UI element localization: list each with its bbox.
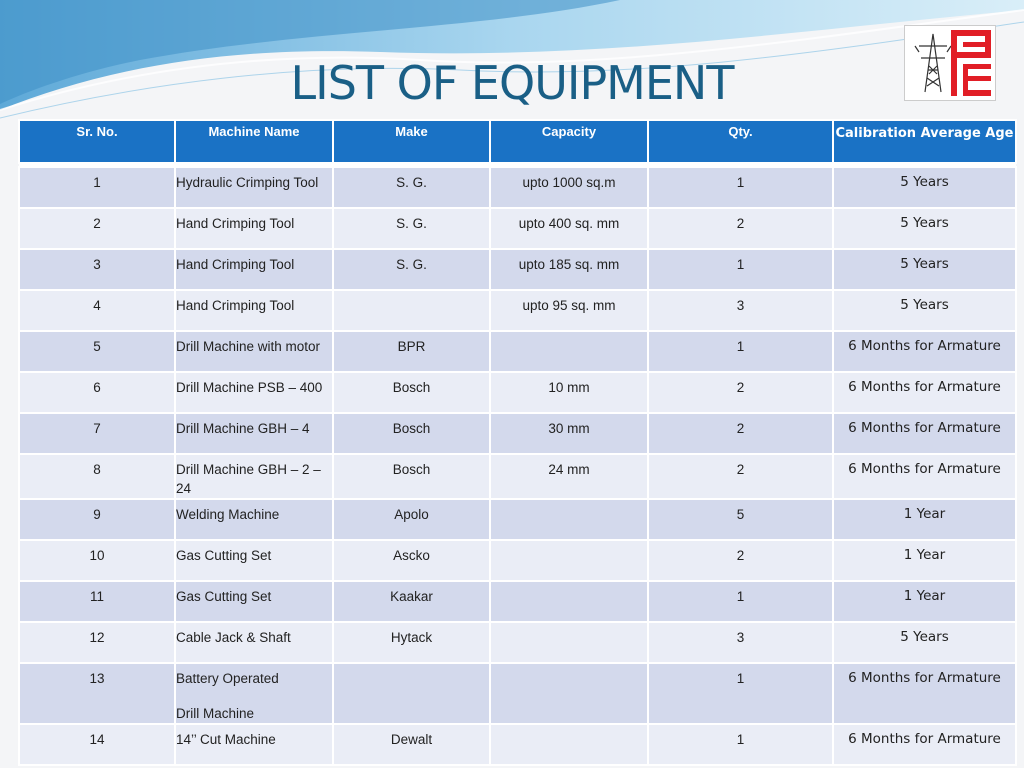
cell-machine-name: Drill Machine GBH – 4 — [175, 413, 333, 454]
cell-capacity — [490, 499, 648, 540]
table-row — [19, 290, 1016, 331]
cell-sr-no: 7 — [19, 413, 175, 454]
cell-calibration: 6 Months for Armature — [833, 372, 1016, 413]
cell-calibration: 6 Months for Armature — [833, 663, 1016, 724]
cell-machine-name: Drill Machine PSB – 400 — [175, 372, 333, 413]
table-row — [19, 663, 1016, 724]
cell-sr-no: 3 — [19, 249, 175, 290]
cell-qty: 2 — [648, 413, 833, 454]
cell-sr-no: 2 — [19, 208, 175, 249]
table-row — [19, 208, 1016, 249]
cell-capacity: upto 185 sq. mm — [490, 249, 648, 290]
cell-machine-name: 14’’ Cut Machine — [175, 724, 333, 765]
company-logo — [904, 25, 996, 101]
cell-machine-name: Gas Cutting Set — [175, 581, 333, 622]
cell-machine-name: Hand Crimping Tool — [175, 208, 333, 249]
cell-sr-no: 11 — [19, 581, 175, 622]
header-machine-name: Machine Name — [175, 120, 333, 163]
cell-calibration: 5 Years — [833, 622, 1016, 663]
cell-sr-no: 6 — [19, 372, 175, 413]
cell-make: Ascko — [333, 540, 490, 581]
machine-name-line2: Drill Machine — [176, 706, 255, 721]
cell-qty: 2 — [648, 372, 833, 413]
cell-sr-no: 9 — [19, 499, 175, 540]
table-header-row — [19, 120, 1016, 163]
cell-calibration: 5 Years — [833, 208, 1016, 249]
cell-sr-no: 1 — [19, 167, 175, 208]
cell-make: S. G. — [333, 167, 490, 208]
table-row — [19, 622, 1016, 663]
cell-qty: 3 — [648, 290, 833, 331]
cell-capacity: 30 mm — [490, 413, 648, 454]
cell-capacity: 10 mm — [490, 372, 648, 413]
cell-capacity — [490, 663, 648, 724]
cell-make: Apolo — [333, 499, 490, 540]
equipment-table — [18, 119, 1017, 766]
cell-sr-no: 14 — [19, 724, 175, 765]
cell-sr-no: 10 — [19, 540, 175, 581]
cell-make: Dewalt — [333, 724, 490, 765]
cell-make — [333, 290, 490, 331]
cell-qty: 1 — [648, 724, 833, 765]
cell-make: Hytack — [333, 622, 490, 663]
header-capacity: Capacity — [490, 120, 648, 163]
table-row — [19, 454, 1016, 499]
page-title: LIST OF EQUIPMENT — [290, 56, 734, 110]
cell-calibration: 6 Months for Armature — [833, 724, 1016, 765]
cell-make: Bosch — [333, 372, 490, 413]
cell-machine-name: Drill Machine with motor — [175, 331, 333, 372]
cell-machine-name: Hand Crimping Tool — [175, 290, 333, 331]
cell-sr-no: 8 — [19, 454, 175, 499]
cell-make — [333, 663, 490, 724]
cell-calibration: 6 Months for Armature — [833, 454, 1016, 499]
cell-qty: 2 — [648, 208, 833, 249]
cell-make: BPR — [333, 331, 490, 372]
cell-machine-name: Hydraulic Crimping Tool — [175, 167, 333, 208]
cell-sr-no: 4 — [19, 290, 175, 331]
cell-calibration: 1 Year — [833, 499, 1016, 540]
header-make: Make — [333, 120, 490, 163]
cell-capacity — [490, 581, 648, 622]
cell-qty: 1 — [648, 663, 833, 724]
cell-capacity — [490, 331, 648, 372]
cell-calibration: 5 Years — [833, 249, 1016, 290]
cell-capacity — [490, 622, 648, 663]
cell-calibration: 6 Months for Armature — [833, 331, 1016, 372]
table-row — [19, 540, 1016, 581]
cell-capacity: upto 400 sq. mm — [490, 208, 648, 249]
cell-capacity: 24 mm — [490, 454, 648, 499]
cell-qty: 3 — [648, 622, 833, 663]
cell-machine-name: Welding Machine — [175, 499, 333, 540]
cell-calibration: 6 Months for Armature — [833, 413, 1016, 454]
header-sr-no: Sr. No. — [19, 120, 175, 163]
cell-capacity: upto 1000 sq.m — [490, 167, 648, 208]
cell-calibration: 5 Years — [833, 167, 1016, 208]
table-row — [19, 331, 1016, 372]
cell-machine-name: Cable Jack & Shaft — [175, 622, 333, 663]
cell-capacity: upto 95 sq. mm — [490, 290, 648, 331]
cell-qty: 2 — [648, 540, 833, 581]
cell-make: S. G. — [333, 208, 490, 249]
cell-machine-name: Hand Crimping Tool — [175, 249, 333, 290]
cell-make: Bosch — [333, 454, 490, 499]
cell-capacity — [490, 724, 648, 765]
table-row — [19, 249, 1016, 290]
cell-calibration: 1 Year — [833, 581, 1016, 622]
cell-calibration: 5 Years — [833, 290, 1016, 331]
cell-machine-name: Drill Machine GBH – 2 – 24 — [175, 454, 333, 499]
cell-machine-name: Gas Cutting Set — [175, 540, 333, 581]
header-qty: Qty. — [648, 120, 833, 163]
table-row — [19, 372, 1016, 413]
cell-qty: 2 — [648, 454, 833, 499]
table-row — [19, 499, 1016, 540]
cell-capacity — [490, 540, 648, 581]
table-row — [19, 724, 1016, 765]
cell-sr-no: 5 — [19, 331, 175, 372]
cell-calibration: 1 Year — [833, 540, 1016, 581]
machine-name-line1: Battery Operated — [176, 671, 279, 686]
table-row — [19, 167, 1016, 208]
cell-qty: 1 — [648, 167, 833, 208]
cell-make: S. G. — [333, 249, 490, 290]
cell-sr-no: 12 — [19, 622, 175, 663]
cell-qty: 1 — [648, 581, 833, 622]
cell-make: Kaakar — [333, 581, 490, 622]
cell-qty: 5 — [648, 499, 833, 540]
cell-make: Bosch — [333, 413, 490, 454]
header-calibration: Calibration Average Age — [833, 120, 1016, 163]
transmission-tower-logo-icon — [905, 26, 995, 100]
cell-sr-no: 13 — [19, 663, 175, 724]
cell-machine-name — [175, 663, 333, 724]
cell-qty: 1 — [648, 331, 833, 372]
table-row — [19, 413, 1016, 454]
cell-qty: 1 — [648, 249, 833, 290]
table-row — [19, 581, 1016, 622]
